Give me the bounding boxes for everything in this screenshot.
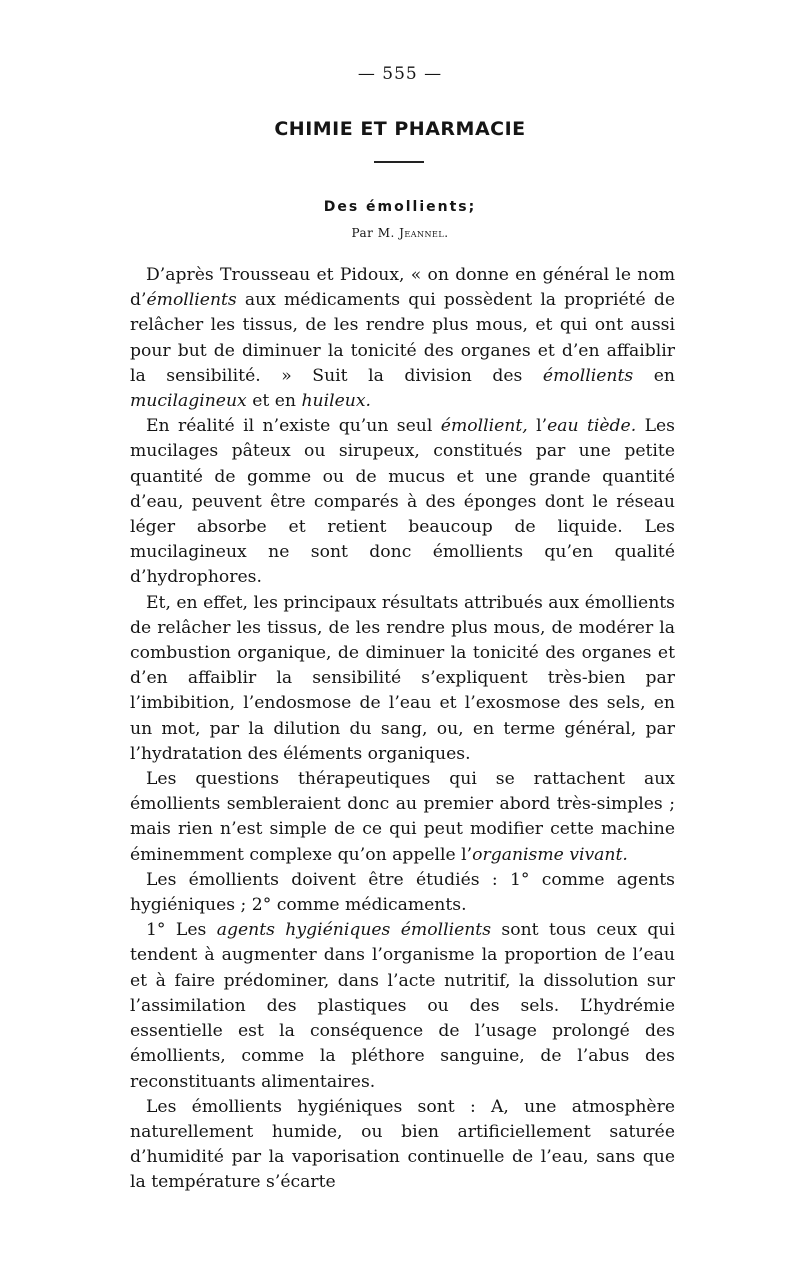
paragraph (130, 918, 675, 1094)
text-run: aux médicaments qui possèdent la propriété de relâcher les tissus, de les rendre plus mous, et qui ont aussi pour but de diminuer la tonicité des organes et d’en affaiblir la sensibilité. » Suit la division des (130, 290, 675, 386)
article-body (130, 263, 675, 1196)
italic-run: eau tiède. (547, 416, 637, 437)
text-run: sont tous ceux qui tendent à augmenter dans l’organisme la proportion de l’eau et à faire prédominer, dans l’acte nutritif, la dissolution sur l’assimilation des plastiques ou des sels. L’hydrémie essentielle est la conséquence de l’usage prolongé des émollients, comme la pléthore sanguine, de l’abus des reconstituants alimentaires. (130, 920, 675, 1092)
text-run: 1° Les (146, 920, 217, 941)
paragraph (130, 591, 675, 767)
italic-run: agents hygiéniques émollients (216, 920, 492, 941)
paragraph (130, 1095, 675, 1196)
text-run: et en (246, 391, 302, 412)
italic-run: mucilagineux (130, 391, 247, 412)
text-run: Et, en effet, les principaux résultats attribués aux émollients de relâcher les tissus, de les rendre plus mous, de modérer la combustion organique, de diminuer la tonicité des organes et d’en affaiblir la sensibilité s’expliquent très-bien par l’imbibition, l’endosmose de l’eau et l’exosmose des sels, en un mot, par la dilution du sang, ou, en terme général, par l’hydratation des éléments organiques. (130, 592, 675, 764)
text-run: Les mucilages pâteux ou sirupeux, constitués par une petite quantité de gomme ou de mucus et une grande quantité d’eau, peuvent être comparés à des éponges dont le réseau léger absorbe et retient beaucoup de liquide. Les mucilagineux ne sont donc émollients qu’en qualité d’hydrophores. (130, 416, 675, 588)
italic-run: émollient, (440, 416, 528, 437)
paragraph (130, 414, 675, 590)
text-run: en (633, 365, 675, 386)
page-number: — 555 — (357, 64, 443, 84)
text-run: D’après Trousseau et Pidoux, « on donne en général le nom d’ (130, 265, 675, 311)
text-run: Les émollients doivent être étudiés : 1° comme agents hygiéniques ; 2° comme médicaments. (130, 869, 675, 916)
paragraph (130, 868, 675, 918)
section-title: CHIMIE ET PHARMACIE (274, 118, 526, 140)
text-run: Les émollients hygiéniques sont : A, une atmosphère naturellement humide, ou bien artificiellement saturée d’humidité par la vaporisation continuelle de l’eau, sans que la température s’écarte (130, 1096, 675, 1193)
italic-run: émollients (146, 290, 237, 311)
paragraph (130, 263, 675, 414)
text-run: Les questions thérapeutiques qui se rattachent aux émollients sembleraient donc au premier abord très-simples ; mais rien n’est simple de ce qui peut modifier cette machine éminemment complexe qu’on appelle l’ (130, 769, 675, 865)
author-name: Jeannel. (399, 226, 449, 240)
italic-run: huileux. (301, 391, 371, 412)
paragraph (130, 767, 675, 868)
title-divider (374, 161, 424, 163)
byline-prefix: Par M. (351, 226, 395, 240)
text-run: En réalité il n’existe qu’un seul (146, 416, 441, 437)
byline (0, 226, 800, 240)
italic-run: organisme vivant. (472, 844, 628, 865)
text-run: l’ (527, 416, 548, 437)
article-title: Des émollients; (323, 199, 477, 215)
italic-run: émollients (542, 365, 634, 386)
